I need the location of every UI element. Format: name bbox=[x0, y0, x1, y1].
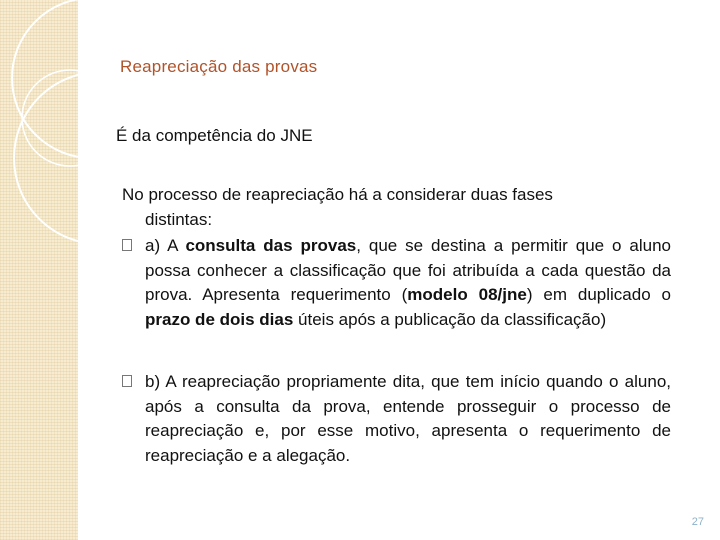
bullet-square-icon bbox=[122, 375, 132, 387]
intro-paragraph bbox=[122, 183, 671, 232]
list-item-consulta bbox=[122, 234, 671, 332]
slide-subtitle: É da competência do JNE bbox=[116, 126, 313, 145]
list-item-reapreciacao bbox=[122, 370, 671, 468]
intro-text: No processo de reapreciação há a considerar duas fases bbox=[122, 185, 553, 204]
bullet-a-text: ) em duplicado o bbox=[526, 285, 671, 304]
slide-title: Reapreciação das provas bbox=[120, 57, 318, 76]
bullet-b-text: b) A reapreciação propriamente dita, que tem início quando o aluno, após a consulta da prova, entende prosseguir o processo de reapreciação e, por esse motivo, apresenta o requerimento de reapreciação e a alegação. bbox=[145, 372, 671, 465]
bullet-a-bold-prazo: prazo de dois dias bbox=[145, 309, 294, 329]
bullet-a-bold-consulta: consulta das provas bbox=[185, 236, 357, 255]
bullet-a-text: úteis após a publicação da classificação) bbox=[293, 309, 607, 329]
slide-body bbox=[122, 183, 671, 468]
bullet-square-icon bbox=[122, 239, 132, 251]
page-number: 27 bbox=[691, 516, 704, 528]
bullet-a-text: a) A bbox=[145, 236, 186, 255]
bullet-a-text: , que se destina a permitir que o aluno possa conhecer a classificação que foi atribuída a cada questão da prova. Apresenta requerimento ( bbox=[145, 236, 672, 304]
bullet-a-bold-modelo: modelo 08/jne bbox=[407, 285, 527, 304]
intro-text-continued: distintas: bbox=[145, 209, 213, 229]
